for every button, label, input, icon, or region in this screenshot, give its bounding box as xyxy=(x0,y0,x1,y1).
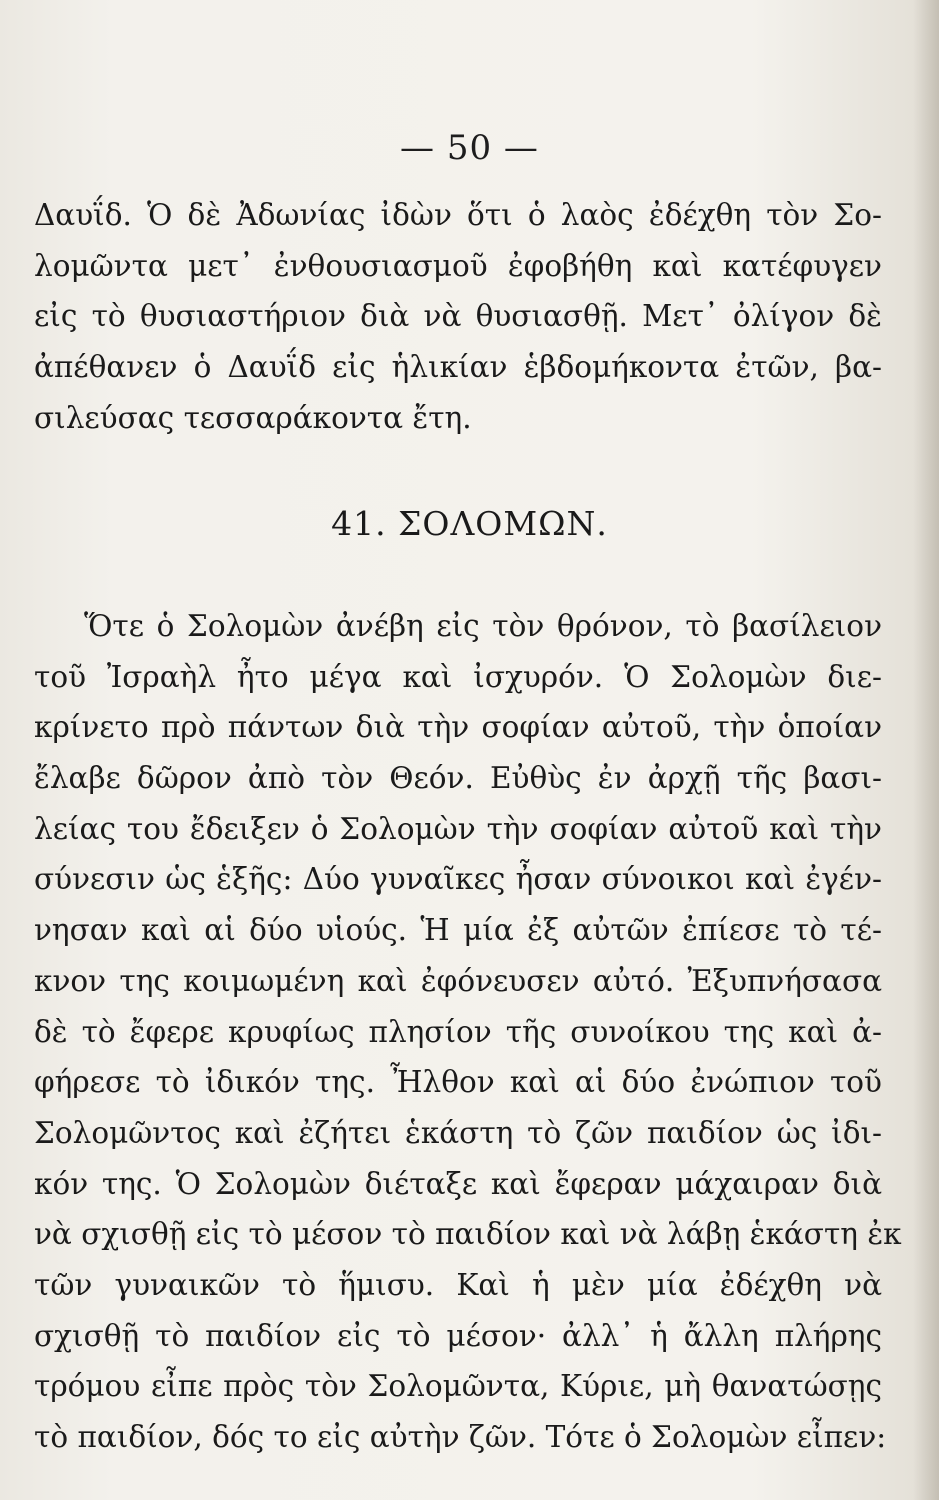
paragraph-1 xyxy=(34,190,882,443)
text-line: εἰς τὸ θυσιαστήριον διὰ νὰ θυσιασθῇ. Μετ᾿ ὀλίγον δὲ xyxy=(34,299,882,334)
text-line: τὸ παιδίον, δός το εἰς αὐτὴν ζῶν. Τότε ὁ Σολομὼν εἶπεν: xyxy=(34,1420,887,1454)
text-line: σχισθῇ τὸ παιδίον εἰς τὸ μέσον· ἀλλ᾿ ἡ ἄλλη πλήρης xyxy=(34,1318,882,1353)
text-line: νησαν καὶ αἱ δύο υἱούς. Ἡ μία ἐξ αὐτῶν ἐπίεσε τὸ τέ- xyxy=(34,913,882,948)
section-heading: 41. ΣΟΛΟΜΩΝ. xyxy=(331,504,608,543)
text-line: κνον της κοιμωμένη καὶ ἐφόνευσεν αὐτό. Ἐξυπνήσασα xyxy=(34,963,882,998)
text-line: σιλεύσας τεσσαράκοντα ἔτη. xyxy=(34,400,472,435)
text-line: Σολομῶντος καὶ ἐζήτει ἑκάστη τὸ ζῶν παιδίον ὡς ἰδι- xyxy=(34,1115,882,1150)
text-line: τρόμου εἶπε πρὸς τὸν Σολομῶντα, Κύριε, μὴ θανατώσῃς xyxy=(34,1369,882,1404)
text-line: ἔλαβε δῶρον ἀπὸ τὸν Θεόν. Εὐθὺς ἐν ἀρχῇ τῆς βασι- xyxy=(34,761,882,796)
text-line: τῶν γυναικῶν τὸ ἥμισυ. Καὶ ἡ μὲν μία ἐδέχθη νὰ xyxy=(34,1267,882,1302)
text-line: κόν της. Ὁ Σολομὼν διέταξε καὶ ἔφεραν μάχαιραν διὰ xyxy=(34,1166,882,1201)
text-line: Δαυΐδ. Ὁ δὲ Ἀδωνίας ἰδὼν ὅτι ὁ λαὸς ἐδέχθη τὸν Σο- xyxy=(34,198,882,232)
text-line: ἀπέθανεν ὁ Δαυΐδ εἰς ἡλικίαν ἑβδομήκοντα ἐτῶν, βα- xyxy=(34,350,882,385)
text-line: λείας του ἔδειξεν ὁ Σολομὼν τὴν σοφίαν αὐτοῦ καὶ τὴν xyxy=(34,811,882,846)
text-line: Ὅτε ὁ Σολομὼν ἀνέβη εἰς τὸν θρόνον, τὸ βασίλειον xyxy=(84,609,882,643)
text-line: φήρεσε τὸ ἰδικόν της. Ἦλθον καὶ αἱ δύο ἐνώπιον τοῦ xyxy=(34,1065,882,1100)
text-line: σύνεσιν ὡς ἑξῆς: Δύο γυναῖκες ἦσαν σύνοικοι καὶ ἐγέν- xyxy=(34,862,882,897)
text-line: δὲ τὸ ἔφερε κρυφίως πλησίον τῆς συνοίκου της καὶ ἀ- xyxy=(34,1014,882,1049)
page-number: — 50 — xyxy=(400,128,539,168)
text-line: νὰ σχισθῇ εἰς τὸ μέσον τὸ παιδίον καὶ νὰ λάβῃ ἑκάστη ἐκ xyxy=(34,1217,902,1252)
paragraph-2 xyxy=(34,601,902,1463)
text-line: τοῦ Ἰσραὴλ ἦτο μέγα καὶ ἰσχυρόν. Ὁ Σολομὼν διε- xyxy=(34,659,882,694)
text-line: κρίνετο πρὸ πάντων διὰ τὴν σοφίαν αὐτοῦ, τὴν ὁποίαν xyxy=(34,710,882,745)
text-line: λομῶντα μετ᾿ ἐνθουσιασμοῦ ἐφοβήθη καὶ κατέφυγεν xyxy=(34,248,882,283)
